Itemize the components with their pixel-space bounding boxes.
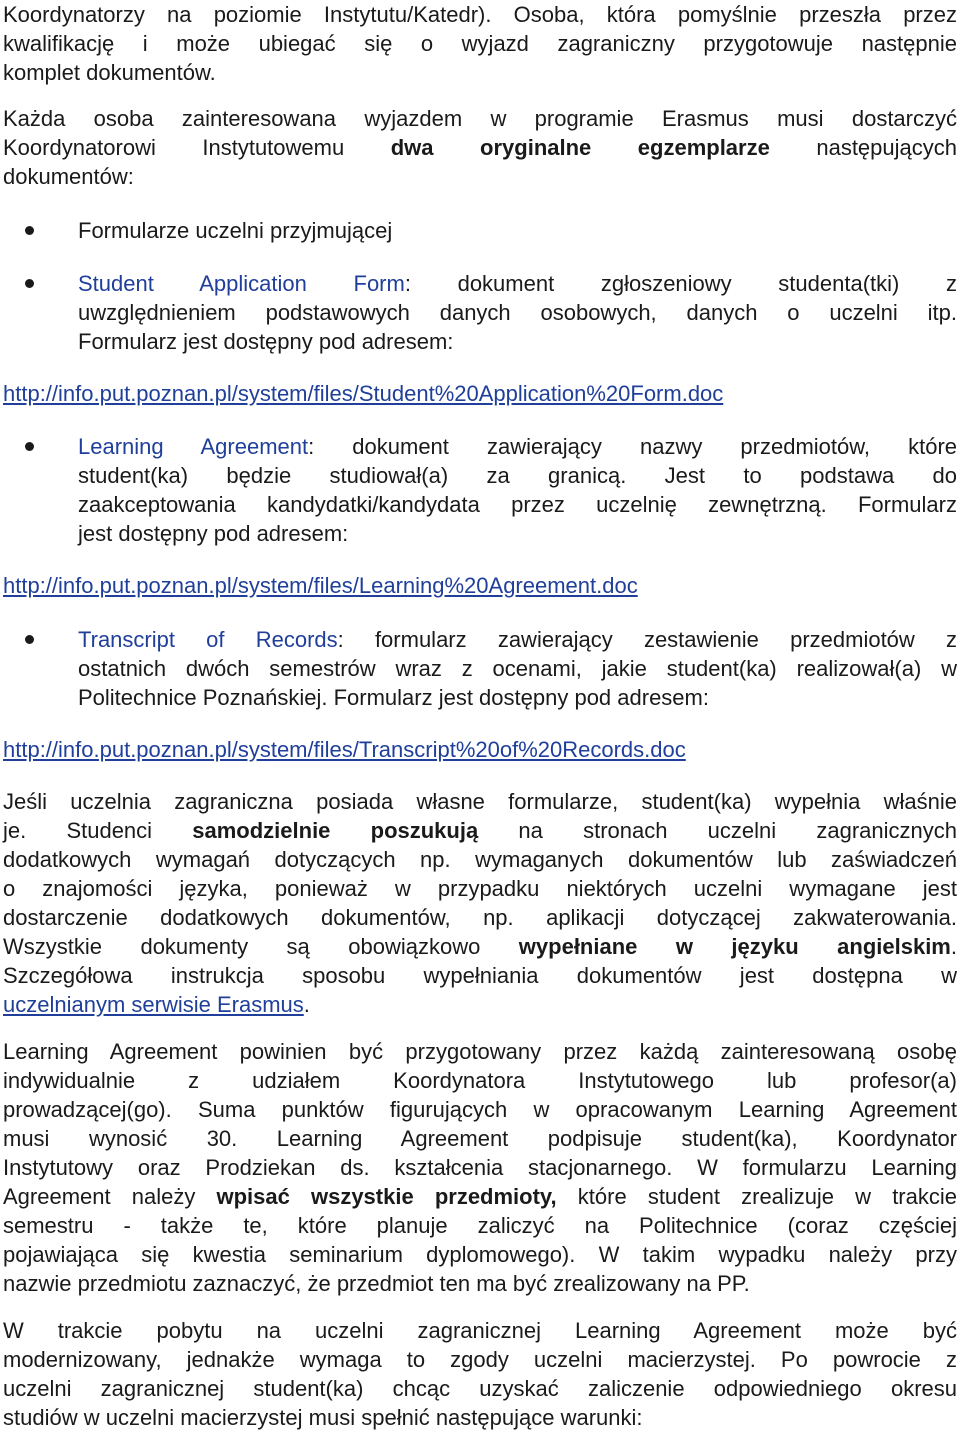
learning-agreement-link[interactable]: http://info.put.poznan.pl/system/files/Learning%20Agreement.doc	[3, 573, 638, 598]
para2-line	[3, 932, 957, 961]
para3-line: musi wynosić 30. Learning Agreement podpisuje student(ka), Koordynator	[3, 1126, 957, 1151]
bullet-item-host-forms: Formularze uczelni przyjmującej	[78, 218, 393, 243]
para1-line: Każda osoba zainteresowana wyjazdem w programie Erasmus musi dostarczyć	[3, 106, 957, 131]
para3-line: prowadzącej(go). Suma punktów figurujących w opracowanym Learning Agreement	[3, 1097, 957, 1122]
bullet-line: Formularz jest dostępny pod adresem:	[78, 329, 454, 354]
bold-text: dwa oryginalne egzemplarze	[390, 135, 770, 160]
bullet-icon	[25, 226, 34, 235]
text-span: Wszystkie dokumenty są obowiązkowo	[3, 934, 519, 959]
para1-line: dokumentów:	[3, 164, 134, 189]
text-span: Agreement należy	[3, 1184, 217, 1209]
para3-line: semestru - także te, które planuje zaliczyć na Politechnice (coraz częściej	[3, 1213, 957, 1238]
para3-line: indywidualnie z udziałem Koordynatora Instytutowego lub profesor(a)	[3, 1068, 957, 1093]
para2-line	[3, 990, 310, 1019]
bullet-line: ostatnich dwóch semestrów wraz z ocenami, jakie student(ka) realizował(a) w	[78, 656, 957, 681]
text-span: je. Studenci	[3, 818, 193, 843]
para2-line: Jeśli uczelnia zagraniczna posiada własne formularze, student(ka) wypełnia właśnie	[3, 789, 957, 814]
transcript-of-records-link[interactable]: http://info.put.poznan.pl/system/files/Transcript%20of%20Records.doc	[3, 737, 686, 762]
bullet-line: jest dostępny pod adresem:	[78, 521, 349, 546]
para4-line: modernizowany, jednakże wymaga to zgody uczelni macierzystej. Po powrocie z	[3, 1347, 957, 1372]
para3-line: Instytutowy oraz Prodziekan ds. kształcenia stacjonarnego. W formularzu Learning	[3, 1155, 957, 1180]
term-transcript-of-records: Transcript of Records	[78, 627, 338, 652]
intro-line: komplet dokumentów.	[3, 60, 216, 85]
bullet-line: student(ka) będzie studiował(a) za granicą. Jest to podstawa do	[78, 463, 957, 488]
para2-line: Szczegółowa instrukcja sposobu wypełniania dokumentów jest dostępna w	[3, 963, 957, 988]
para3-line: Learning Agreement powinien być przygotowany przez każdą zainteresowaną osobę	[3, 1039, 957, 1064]
bullet-line: zaakceptowania kandydatki/kandydata przez uczelnię zewnętrzną. Formularz	[78, 492, 957, 517]
para4-line: studiów w uczelni macierzystej musi spełnić następujące warunki:	[3, 1405, 643, 1430]
bold-text: wypełniane w języku angielskim	[518, 934, 951, 959]
para1-line	[3, 133, 957, 162]
bullet-icon	[25, 635, 34, 644]
para2-line: dostarczenie dodatkowych dokumentów, np. aplikacji dotyczącej zakwaterowania.	[3, 905, 957, 930]
bold-text: wpisać wszystkie przedmioty,	[216, 1184, 557, 1209]
para3-line: nazwie przedmiotu zaznaczyć, że przedmiot ten ma być zrealizowany na PP.	[3, 1271, 750, 1296]
bullet-line: Politechnice Poznańskiej. Formularz jest dostępny pod adresem:	[78, 685, 709, 710]
text-span: .	[303, 992, 310, 1017]
para4-line: uczelni zagranicznej student(ka) chcąc uzyskać zaliczenie odpowiedniego okresu	[3, 1376, 957, 1401]
bold-text: samodzielnie poszukują	[192, 818, 479, 843]
para2-line	[3, 816, 957, 845]
para4-line: W trakcie pobytu na uczelni zagranicznej Learning Agreement może być	[3, 1318, 957, 1343]
para3-line	[3, 1182, 957, 1211]
erasmus-service-link[interactable]: uczelnianym serwisie Erasmus	[3, 992, 304, 1017]
text-span: .	[950, 934, 957, 959]
intro-line: kwalifikację i może ubiegać się o wyjazd zagraniczny przygotowuje następnie	[3, 31, 957, 56]
bullet-line: uwzględnieniem podstawowych danych osobowych, danych o uczelni itp.	[78, 300, 957, 325]
bullet-item-student-application	[78, 269, 957, 298]
para3-line: pojawiająca się kwestia seminarium dyplomowego). W takim wypadku należy przy	[3, 1242, 957, 1267]
bullet-icon	[25, 279, 34, 288]
text-span: Koordynatorowi Instytutowemu	[3, 135, 391, 160]
bullet-item-transcript	[78, 625, 957, 654]
para2-line: o znajomości języka, ponieważ w przypadku niektórych uczelni wymagane jest	[3, 876, 957, 901]
text-span: : formularz zawierający zestawienie przedmiotów z	[337, 627, 957, 652]
term-student-application-form: Student Application Form	[78, 271, 405, 296]
text-span: : dokument zawierający nazwy przedmiotów, które	[308, 434, 958, 459]
student-application-form-link[interactable]: http://info.put.poznan.pl/system/files/Student%20Application%20Form.doc	[3, 381, 724, 406]
term-learning-agreement: Learning Agreement	[78, 434, 309, 459]
text-span: : dokument zgłoszeniowy studenta(tki) z	[404, 271, 957, 296]
intro-line: Koordynatorzy na poziomie Instytutu/Katedr). Osoba, która pomyślnie przeszła przez	[3, 2, 957, 27]
text-span: które student zrealizuje w trakcie	[556, 1184, 957, 1209]
bullet-icon	[25, 442, 34, 451]
text-span: następujących	[769, 135, 958, 160]
para2-line: dodatkowych wymagań dotyczących np. wymaganych dokumentów lub zaświadczeń	[3, 847, 957, 872]
bullet-item-learning-agreement	[78, 432, 957, 461]
text-span: na stronach uczelni zagranicznych	[478, 818, 957, 843]
